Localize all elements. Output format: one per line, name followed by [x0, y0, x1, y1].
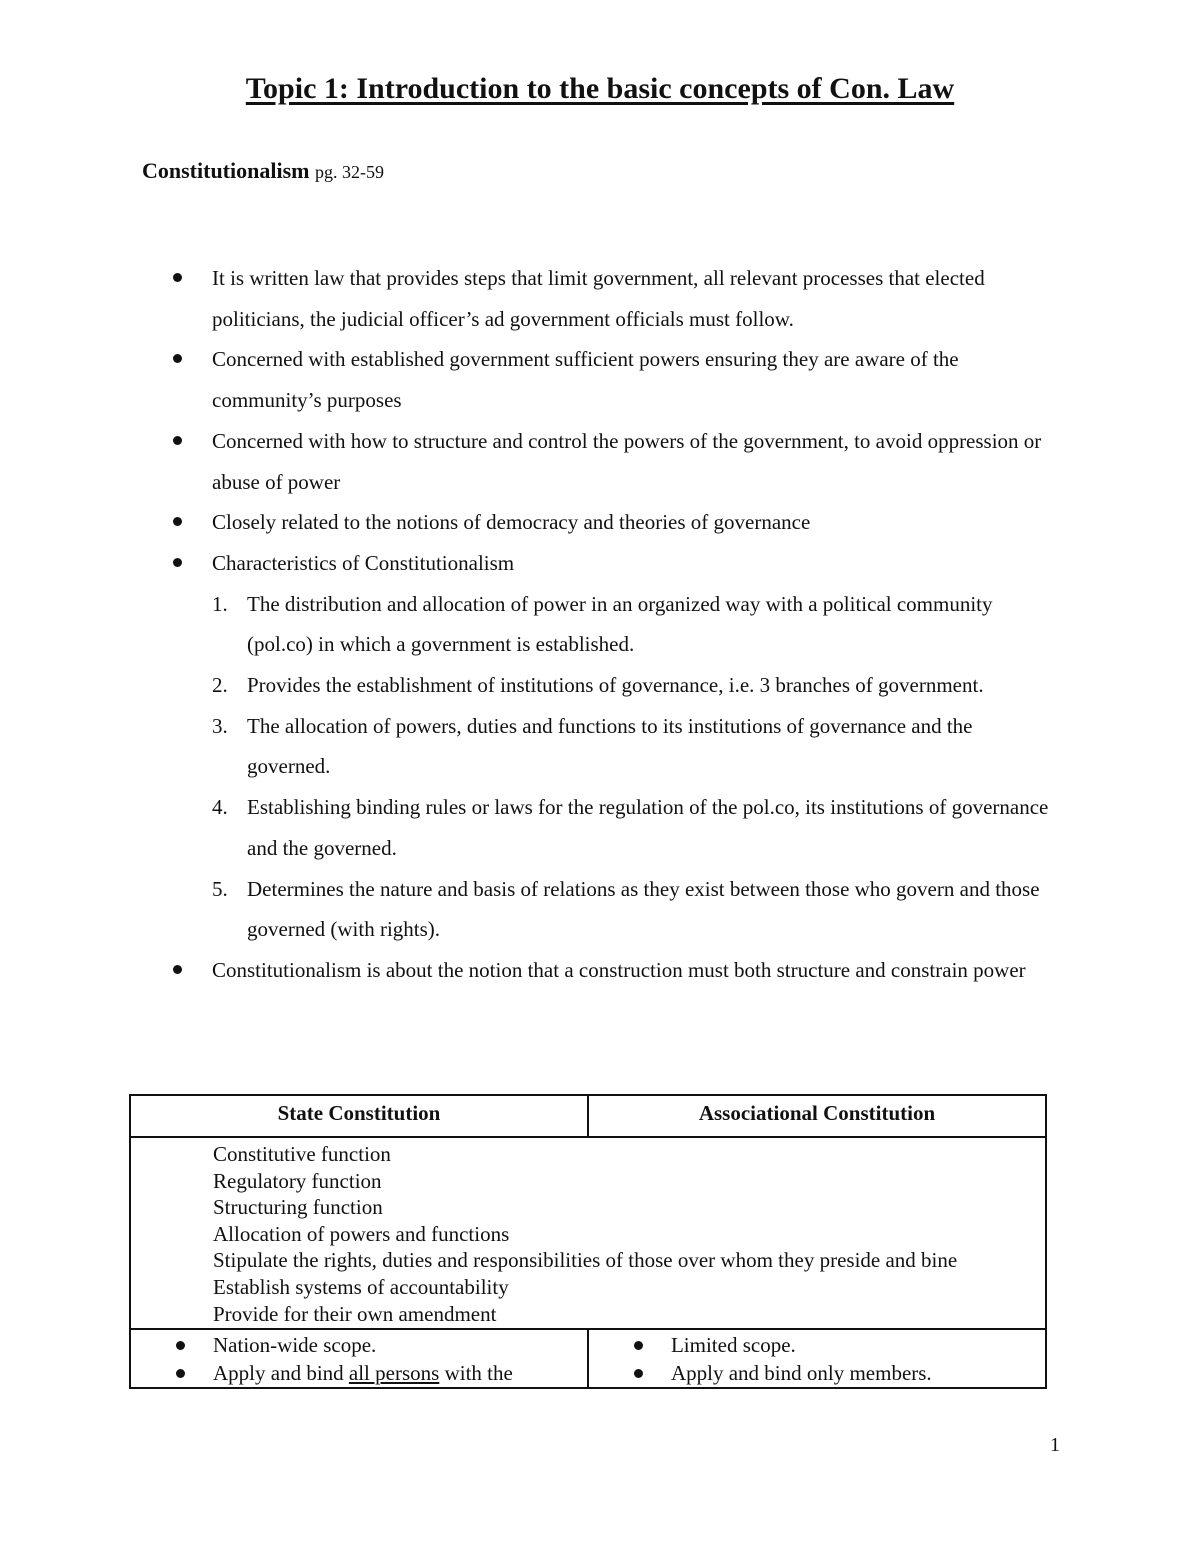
- state-scope-text: Nation-wide scope.: [213, 1333, 377, 1358]
- table-header-associational: Associational Constitution: [588, 1095, 1046, 1137]
- shared-functions-cell: [130, 1137, 1046, 1329]
- function-item: Regulatory function: [213, 1168, 382, 1193]
- list-item: [671, 1359, 1035, 1387]
- section-heading: [142, 158, 384, 184]
- numbered-item: [0, 706, 1200, 787]
- bullet-icon: [173, 965, 182, 974]
- function-item: Allocation of powers and functions: [213, 1221, 510, 1246]
- state-bind-suffix: with the: [439, 1361, 513, 1386]
- function-item: Stipulate the rights, duties and responsibilities of those over whom they preside and bine: [213, 1248, 958, 1273]
- list-item: [0, 258, 1200, 339]
- bullet-icon: [173, 273, 182, 282]
- state-bind-prefix: Apply and bind: [213, 1361, 349, 1386]
- list-item: [671, 1331, 1035, 1359]
- bullet-icon: [176, 1369, 185, 1378]
- list-item: [0, 339, 1200, 420]
- bullet-icon: [173, 558, 182, 567]
- page-number: 1: [1050, 1434, 1060, 1456]
- list-item-text: Characteristics of Constitutionalism: [212, 550, 515, 575]
- list-item-text: Concerned with how to structure and control the powers of the government, to avoid oppression or abuse of power: [212, 428, 1042, 494]
- numbered-item-text: Establishing binding rules or laws for the regulation of the pol.co, its institutions of governance and the governed.: [247, 795, 1049, 860]
- table-header-row: [130, 1095, 1046, 1137]
- bullet-icon: [173, 436, 182, 445]
- function-item: Constitutive function: [213, 1142, 391, 1166]
- numbered-item: [0, 584, 1200, 665]
- bullet-icon: [634, 1341, 643, 1350]
- list-item: [213, 1331, 577, 1359]
- table-header-state: State Constitution: [130, 1095, 588, 1137]
- numbered-item: [0, 665, 1200, 706]
- list-item: [0, 421, 1200, 502]
- numbered-item-text: The allocation of powers, duties and functions to its institutions of governance and the governed.: [247, 713, 973, 779]
- list-item-text: It is written law that provides steps that limit government, all relevant processes that elected politicians, the judicial officer’s ad government officials must follow.: [212, 266, 985, 331]
- associational-scope-cell: [588, 1329, 1046, 1388]
- bullet-icon: [634, 1369, 643, 1378]
- numbered-item-text: Provides the establishment of institutions of governance, i.e. 3 branches of government.: [247, 673, 984, 698]
- numbered-item-number: 1.: [212, 591, 228, 616]
- numbered-item-number: 2.: [212, 673, 228, 698]
- list-item: [0, 950, 1200, 991]
- bullet-list: [0, 258, 1200, 991]
- function-item: Provide for their own amendment: [213, 1301, 497, 1326]
- bullet-icon: [176, 1341, 185, 1350]
- associational-bind-text: Apply and bind only members.: [670, 1361, 932, 1386]
- section-page-reference: pg. 32-59: [314, 162, 384, 182]
- list-item-text: Closely related to the notions of democracy and theories of governance: [212, 510, 811, 535]
- numbered-item: [0, 787, 1200, 868]
- list-item: [0, 543, 1200, 584]
- list-item: [0, 502, 1200, 543]
- list-item-text: Constitutionalism is about the notion that a construction must both structure and constrain power: [212, 957, 1026, 982]
- numbered-item-number: 5.: [212, 876, 228, 901]
- numbered-item-text: Determines the nature and basis of relations as they exist between those who govern and those governed (with rights).: [247, 876, 1040, 942]
- associational-scope-text: Limited scope.: [670, 1333, 796, 1358]
- function-item: Establish systems of accountability: [213, 1274, 509, 1299]
- table-row: [130, 1137, 1046, 1329]
- comparison-table: [129, 1094, 1047, 1389]
- numbered-item-text: The distribution and allocation of power in an organized way with a political community (pol.co) in which a government is established.: [247, 591, 993, 657]
- list-item-text: Concerned with established government sufficient powers ensuring they are aware of the community’s purposes: [212, 347, 959, 413]
- page-title: Topic 1: Introduction to the basic concepts of Con. Law: [245, 72, 955, 105]
- numbered-item: [0, 869, 1200, 950]
- list-item: [213, 1359, 577, 1387]
- numbered-item-number: 4.: [212, 795, 228, 820]
- function-item: Structuring function: [213, 1195, 383, 1220]
- numbered-item-number: 3.: [212, 713, 228, 738]
- table-row: [130, 1329, 1046, 1388]
- bullet-icon: [173, 517, 182, 526]
- state-scope-cell: [130, 1329, 588, 1388]
- state-bind-underlined: all persons: [348, 1361, 440, 1386]
- section-heading-title: Constitutionalism: [142, 158, 310, 183]
- bullet-icon: [173, 354, 182, 363]
